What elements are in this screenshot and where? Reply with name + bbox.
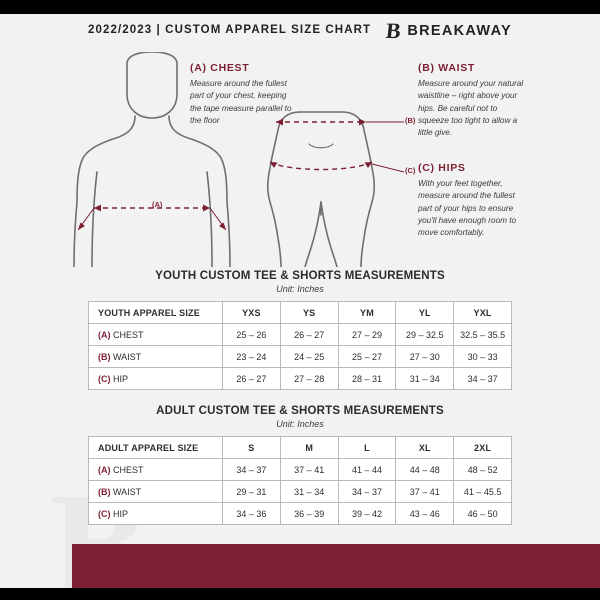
marker-a: (A) (152, 200, 163, 209)
youth-waist-ym: 25 – 27 (338, 346, 396, 368)
youth-row-chest-label (89, 324, 223, 346)
adult-row-waist-label (89, 481, 223, 503)
youth-chest-yxl: 32.5 – 35.5 (454, 324, 512, 346)
youth-waist-yl: 27 – 30 (396, 346, 454, 368)
youth-row-hip-label (89, 368, 223, 390)
youth-hip-ys: 27 – 28 (280, 368, 338, 390)
marker-c: (C) (405, 166, 416, 175)
table-row (89, 503, 512, 525)
label-chest: CHEST (113, 329, 144, 340)
youth-waist-ys: 24 – 25 (280, 346, 338, 368)
label-waist: WAIST (113, 486, 142, 497)
youth-col-yxl: YXL (454, 302, 512, 324)
callout-chest (190, 62, 295, 127)
youth-waist-yxl: 30 – 33 (454, 346, 512, 368)
measurement-illustration (0, 52, 600, 267)
adult-col-xl: XL (396, 437, 454, 459)
callout-waist-title: (B) WAIST (418, 62, 476, 74)
code-c: (C) (98, 508, 111, 519)
callout-chest-title: (A) CHEST (190, 62, 250, 74)
adult-waist-xl: 37 – 41 (396, 481, 454, 503)
adult-waist-m: 31 – 34 (280, 481, 338, 503)
youth-size-table (88, 301, 512, 390)
youth-hip-yl: 31 – 34 (396, 368, 454, 390)
label-chest: CHEST (113, 464, 144, 475)
callout-hips-title: (C) HIPS (418, 162, 466, 174)
code-b: (B) (98, 486, 111, 497)
page-title: 2022/2023 | CUSTOM APPAREL SIZE CHART (88, 24, 372, 36)
adult-hip-l: 39 – 42 (338, 503, 396, 525)
youth-hip-yxl: 34 – 37 (454, 368, 512, 390)
top-black-bar (0, 0, 600, 14)
adult-hip-2xl: 46 – 50 (454, 503, 512, 525)
brand-logo (386, 20, 512, 42)
label-waist: WAIST (113, 351, 142, 362)
label-hip: HIP (113, 373, 129, 384)
callout-hips (418, 162, 530, 239)
code-a: (A) (98, 329, 111, 340)
adult-hip-m: 36 – 39 (280, 503, 338, 525)
youth-hip-ym: 28 – 31 (338, 368, 396, 390)
callout-waist-body: Measure around your natural waistline – right above your hips. Be careful not to squeeze too tight to allow a little give. (418, 79, 524, 138)
table-row (89, 459, 512, 481)
youth-row-header: YOUTH APPAREL SIZE (89, 302, 223, 324)
table-row (89, 324, 512, 346)
youth-col-yxs: YXS (223, 302, 281, 324)
youth-col-yl: YL (396, 302, 454, 324)
adult-waist-2xl: 41 – 45.5 (454, 481, 512, 503)
brand-name: BREAKAWAY (407, 23, 512, 39)
youth-chest-yl: 29 – 32.5 (396, 324, 454, 346)
code-a: (A) (98, 464, 111, 475)
table-header-row (89, 437, 512, 459)
table-row (89, 368, 512, 390)
youth-col-ym: YM (338, 302, 396, 324)
youth-measurements-block (88, 270, 512, 390)
youth-chest-ym: 27 – 29 (338, 324, 396, 346)
callout-chest-body: Measure around the fullest part of your chest, keeping the tape measure parallel to the floor (190, 79, 292, 125)
callout-hips-body: With your feet together, measure around the fullest part of your hips to ensure you'll have enough room to move comfortably. (418, 179, 517, 238)
youth-table-title: YOUTH CUSTOM TEE & SHORTS MEASUREMENTS (155, 270, 445, 282)
bottom-black-bar (0, 588, 600, 600)
code-c: (C) (98, 373, 111, 384)
adult-chest-xl: 44 – 48 (396, 459, 454, 481)
adult-chest-s: 34 – 37 (223, 459, 281, 481)
adult-row-hip-label (89, 503, 223, 525)
adult-col-s: S (223, 437, 281, 459)
adult-col-l: L (338, 437, 396, 459)
adult-size-table (88, 436, 512, 525)
footer-band (72, 544, 600, 588)
adult-table-title: ADULT CUSTOM TEE & SHORTS MEASUREMENTS (156, 405, 444, 417)
adult-measurements-block (88, 405, 512, 525)
adult-col-2xl: 2XL (454, 437, 512, 459)
adult-waist-s: 29 – 31 (223, 481, 281, 503)
youth-chest-yxs: 25 – 26 (223, 324, 281, 346)
adult-col-m: M (280, 437, 338, 459)
adult-hip-s: 34 – 36 (223, 503, 281, 525)
youth-table-subtitle: Unit: Inches (276, 284, 324, 294)
table-row (89, 481, 512, 503)
adult-chest-2xl: 48 – 52 (454, 459, 512, 481)
waist-measure-line (276, 119, 404, 126)
adult-table-subtitle: Unit: Inches (276, 419, 324, 429)
youth-chest-ys: 26 – 27 (280, 324, 338, 346)
marker-b: (B) (405, 116, 416, 125)
table-row (89, 346, 512, 368)
youth-waist-yxs: 23 – 24 (223, 346, 281, 368)
adult-row-header: ADULT APPAREL SIZE (89, 437, 223, 459)
youth-hip-yxs: 26 – 27 (223, 368, 281, 390)
breakaway-b-icon: B (384, 18, 402, 43)
label-hip: HIP (113, 508, 129, 519)
code-b: (B) (98, 351, 111, 362)
youth-row-waist-label (89, 346, 223, 368)
callout-waist (418, 62, 528, 139)
adult-hip-xl: 43 – 46 (396, 503, 454, 525)
hips-measure-line (270, 162, 404, 172)
adult-chest-m: 37 – 41 (280, 459, 338, 481)
adult-chest-l: 41 – 44 (338, 459, 396, 481)
adult-waist-l: 34 – 37 (338, 481, 396, 503)
youth-col-ys: YS (280, 302, 338, 324)
table-header-row (89, 302, 512, 324)
adult-row-chest-label (89, 459, 223, 481)
